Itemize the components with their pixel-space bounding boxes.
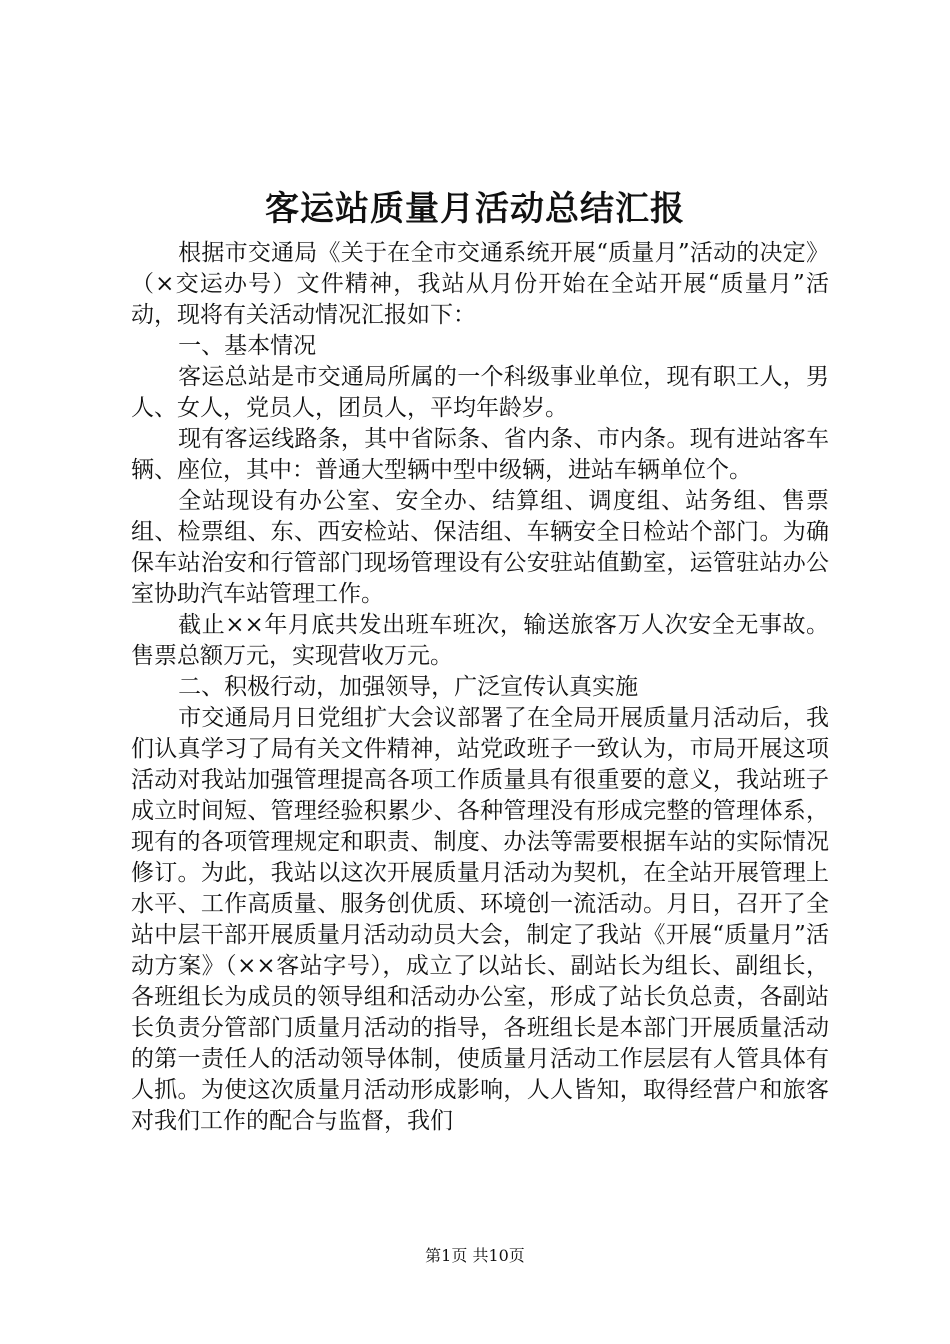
departments-paragraph: 全站现设有办公室、安全办、结算组、调度组、站务组、售票组、检票组、东、西安检站、保洁组、车辆安全日检站个部门。为确保车站治安和行管部门现场管理设有公安驻站值勤室，运管驻站办公室协助汽车站管理工作。: [131, 488, 829, 607]
staff-paragraph: 客运总站是市交通局所属的一个科级事业单位，现有职工人，男人、女人，党员人，团员人，平均年龄岁。: [131, 364, 829, 421]
document-body: [131, 238, 829, 1137]
document-title: 客运站质量月活动总结汇报: [265, 189, 685, 229]
intro-paragraph: 根据市交通局《关于在全市交通系统开展“质量月”活动的决定》（×交运办号）文件精神，我站从月份开始在全站开展“质量月”活动，现将有关活动情况汇报如下：: [131, 240, 829, 328]
page-footer: 第1页 共10页: [425, 1246, 525, 1265]
action-paragraph: 市交通局月日党组扩大会议部署了在全局开展质量月活动后，我们认真学习了局有关文件精神，站党政班子一致认为，市局开展这项活动对我站加强管理提高各项工作质量具有很重要的意义，我站班子成立时间短、管理经验积累少、各种管理没有形成完整的管理体系，现有的各项管理规定和职责、制度、办法等需要根据车站的实际情况修订。为此，我站以这次开展质量月活动为契机，在全站开展管理上水平、工作高质量、服务创优质、环境创一流活动。月日，召开了全站中层干部开展质量月活动动员大会，制定了我站《开展“质量月”活动方案》（××客站字号），成立了以站长、副站长为组长、副组长，各班组长为成员的领导组和活动办公室，形成了站长负总责，各副站长负责分管部门质量月活动的指导，各班组长是本部门开展质量活动的第一责任人的活动领导体制，使质量月活动工作层层有人管具体有人抓。为使这次质量月活动形成影响，人人皆知，取得经营户和旅客对我们工作的配合与监督，我们: [131, 705, 829, 1134]
section-heading-action: 二、积极行动，加强领导，广泛宣传认真实施: [178, 674, 639, 700]
routes-paragraph: 现有客运线路条，其中省际条、省内条、市内条。现有进站客车辆、座位，其中：普通大型辆中型中级辆，进站车辆单位个。: [131, 426, 829, 483]
statistics-paragraph: 截止××年月底共发出班车班次，输送旅客万人次安全无事故。售票总额万元，实现营收万元。: [131, 612, 829, 669]
section-heading-basic-situation: 一、基本情况: [178, 333, 317, 359]
